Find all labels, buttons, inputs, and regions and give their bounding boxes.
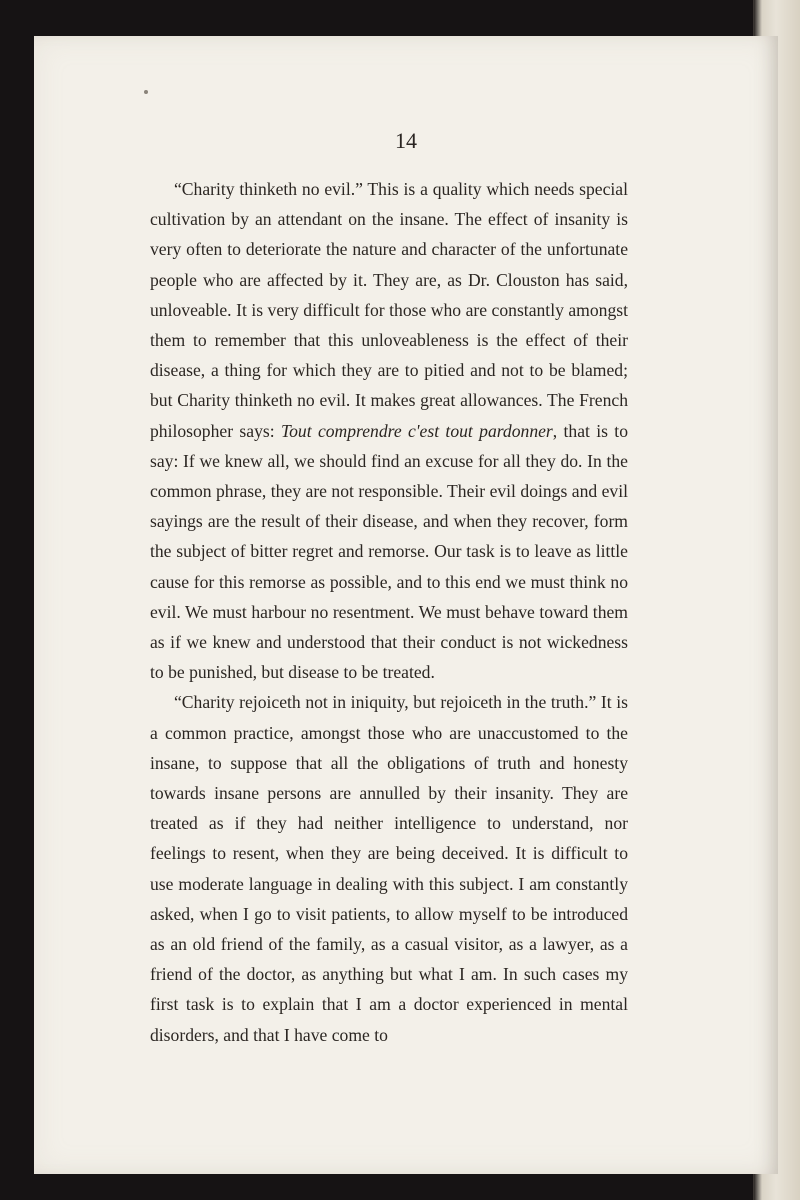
paragraph-charity-rejoiceth	[150, 687, 628, 1049]
paragraph-1-text-a: “Charity thinketh no evil.” This is a quality which needs special cultivation by an attendant on the insane. The effect of insanity is very often to deteriorate the nature and character of the unfortunate people who are affected by it. They are, as Dr. Clouston has said, unloveable. It is very difficult for those who are constantly amongst them to remember that this unloveableness is the effect of their disease, a thing for which they are to pitied and not to be blamed; but Charity thinketh no evil. It makes great allowances. The French philosopher says:	[150, 179, 628, 441]
page-number: 14	[395, 128, 417, 153]
paragraph-2-text: “Charity rejoiceth not in iniquity, but rejoiceth in the truth.” It is a common practice, amongst those who are unaccustomed to the insane, to suppose that all the obligations of truth and honesty towards insane persons are annulled by their insanity. They are treated as if they had neither intelligence to understand, nor feelings to resent, when they are being deceived. It is difficult to use moderate language in dealing with this subject. I am constantly asked, when I go to visit patients, to allow myself to be introduced as an old friend of the family, as a casual visitor, as a lawyer, as a friend of the doctor, as anything but what I am. In such cases my first task is to explain that I am a doctor experienced in mental disorders, and that I have come to	[150, 692, 628, 1045]
paragraph-1-text-b: , that is to say: If we knew all, we should find an excuse for all they do. In the common phrase, they are not responsible. Their evil doings and evil sayings are the result of their disease, and when they recover, form the subject of bitter regret and remorse. Our task is to leave as little cause for this remorse as possible, and to this end we must think no evil. We must harbour no resentment. We must behave toward them as if we knew and understood that their conduct is not wickedness to be punished, but disease to be treated.	[150, 420, 628, 683]
french-quotation: Tout comprendre c'est tout pardonner	[280, 420, 553, 441]
body-text	[150, 174, 628, 1050]
book-page	[34, 36, 778, 1174]
paper-speck	[144, 90, 148, 94]
paragraph-charity-thinketh-no-evil	[150, 174, 628, 687]
